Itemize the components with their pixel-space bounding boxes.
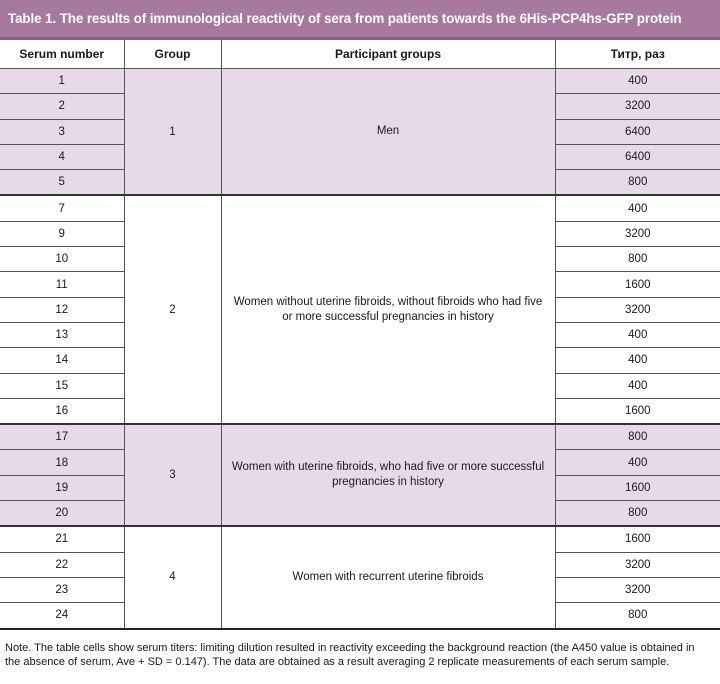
cell-serum-number: 11 [0,272,124,297]
cell-serum-number: 16 [0,398,124,424]
cell-serum-number: 12 [0,297,124,322]
table-row [0,424,720,450]
cell-participant-group: Men [221,69,555,196]
cell-serum-number: 19 [0,475,124,500]
cell-serum-number: 22 [0,552,124,577]
results-table [0,40,720,630]
cell-titer: 400 [555,322,720,347]
cell-serum-number: 17 [0,424,124,450]
cell-titer: 3200 [555,94,720,119]
cell-titer: 800 [555,170,720,196]
cell-serum-number: 5 [0,170,124,196]
cell-titer: 3200 [555,221,720,246]
cell-titer: 800 [555,424,720,450]
cell-titer: 6400 [555,144,720,169]
cell-serum-number: 21 [0,526,124,552]
table-body [0,69,720,629]
table-row [0,69,720,94]
cell-titer: 1600 [555,272,720,297]
cell-titer: 1600 [555,526,720,552]
header-participant-groups: Participant groups [221,40,555,69]
header-serum-number: Serum number [0,40,124,69]
cell-group: 3 [124,424,221,526]
table-row [0,526,720,552]
cell-participant-group: Women with recurrent uterine fibroids [221,526,555,628]
cell-titer: 3200 [555,577,720,602]
header-titer: Титр, раз [555,40,720,69]
cell-serum-number: 20 [0,501,124,527]
header-group: Group [124,40,221,69]
table-note: Note. The table cells show serum titers: limiting dilution resulted in reactivity exceeding the background reaction (the A450 value is obtained in the absence of serum, Ave + SD = 0.147). The data are obtained as a result averaging 2 replicate measurements of each serum sample. [5,642,695,668]
cell-titer: 1600 [555,398,720,424]
cell-serum-number: 3 [0,119,124,144]
cell-serum-number: 7 [0,195,124,221]
cell-titer: 6400 [555,119,720,144]
cell-titer: 800 [555,603,720,629]
cell-participant-group: Women without uterine fibroids, without fibroids who had five or more successful pregnancies in history [221,195,555,424]
cell-serum-number: 13 [0,322,124,347]
cell-serum-number: 18 [0,450,124,475]
cell-serum-number: 14 [0,348,124,373]
cell-titer: 3200 [555,297,720,322]
cell-titer: 400 [555,69,720,94]
cell-group: 1 [124,69,221,196]
header-row [0,40,720,69]
cell-titer: 800 [555,501,720,527]
table-title: Table 1. The results of immunological reactivity of sera from patients towards the 6His-PCP4hs-GFP protein [8,11,682,26]
cell-titer: 400 [555,195,720,221]
cell-titer: 400 [555,373,720,398]
cell-serum-number: 1 [0,69,124,94]
cell-titer: 1600 [555,475,720,500]
cell-serum-number: 4 [0,144,124,169]
cell-serum-number: 10 [0,247,124,272]
cell-serum-number: 23 [0,577,124,602]
cell-serum-number: 24 [0,603,124,629]
cell-titer: 400 [555,450,720,475]
cell-group: 2 [124,195,221,424]
cell-serum-number: 2 [0,94,124,119]
cell-participant-group: Women with uterine fibroids, who had five or more successful pregnancies in history [221,424,555,526]
table-row [0,195,720,221]
cell-serum-number: 15 [0,373,124,398]
cell-group: 4 [124,526,221,628]
table-title-bar [0,0,720,40]
cell-titer: 3200 [555,552,720,577]
cell-titer: 800 [555,247,720,272]
cell-titer: 400 [555,348,720,373]
cell-serum-number: 9 [0,221,124,246]
